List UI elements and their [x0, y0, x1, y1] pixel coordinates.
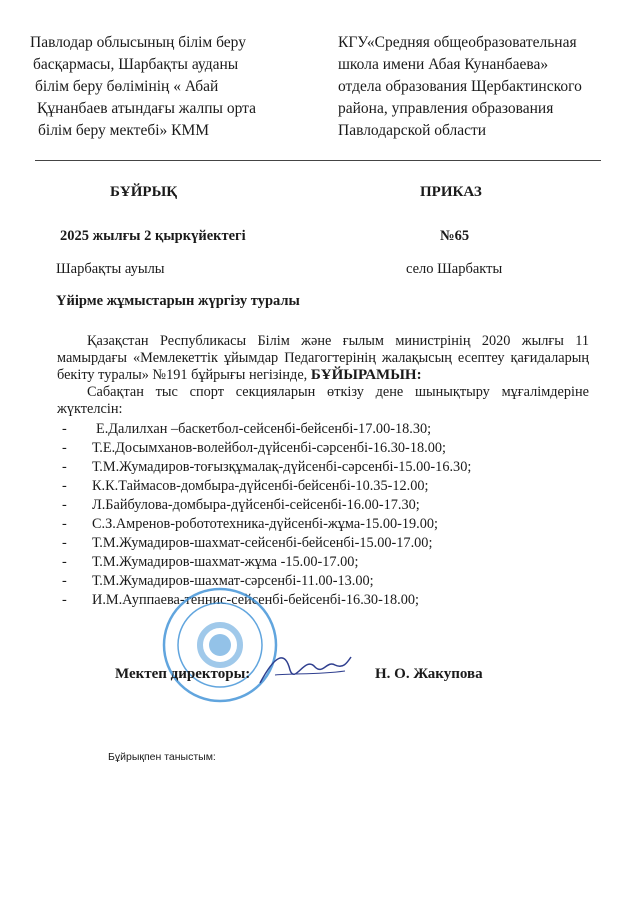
list-dash: - — [62, 497, 67, 513]
signature-scribble — [255, 645, 355, 695]
preamble-text: Қазақстан Республикасы Білім және ғылым министрінің 2020 жылғы 11 мамырдағы «Мемлекеттік ұйымдар Педагогтерінің жалақысың есептеу қағидаларың бекіту туралы» №191 бұйрығы негізінде, — [57, 333, 589, 383]
schedule-list — [62, 420, 589, 610]
schedule-item-text: Т.Е.Досымханов-волейбол-дүйсенбі-сәрсенбі-16.30-18.00; — [92, 440, 446, 456]
list-dash: - — [62, 592, 67, 608]
order-date: 2025 жылғы 2 қыркүйектегі — [60, 228, 246, 244]
schedule-item-text: Л.Байбулова-домбыра-дүйсенбі-сейсенбі-16.00-17.30; — [92, 497, 420, 513]
header-right-line: отдела образования Щербактинского — [338, 78, 582, 95]
list-dash: - — [62, 554, 67, 570]
schedule-item-text: Е.Далилхан –баскетбол-сейсенбі-бейсенбі-17.00-18.30; — [96, 421, 432, 437]
header-right-line: школа имени Абая Кунанбаева» — [338, 56, 549, 73]
schedule-item — [62, 439, 589, 458]
schedule-item — [62, 515, 589, 534]
header-right-line: района, управления образования — [338, 100, 554, 117]
assignment-paragraph: Сабақтан тыс спорт секцияларын өткізу дене шынықтыру мұғалімдеріне жүктелсін: — [57, 384, 589, 417]
acknowledged-label: Бұйрықпен таныстым: — [108, 751, 216, 763]
schedule-item — [62, 572, 589, 591]
place-kz: Шарбақты ауылы — [56, 261, 165, 277]
header-left-org — [30, 32, 256, 142]
list-dash: - — [62, 573, 67, 589]
schedule-item-text: К.К.Таймасов-домбыра-дүйсенбі-бейсенбі-10.35-12.00; — [92, 478, 429, 494]
header-divider — [35, 160, 601, 161]
schedule-item-text: Т.М.Жумадиров-тоғызқұмалақ-дүйсенбі-сәрсенбі-15.00-16.30; — [92, 459, 472, 475]
schedule-item — [62, 420, 589, 439]
header-left-line: Павлодар облысының білім беру — [30, 34, 246, 51]
list-dash: - — [62, 535, 67, 551]
schedule-item — [62, 458, 589, 477]
order-title-kz: БҰЙРЫҚ — [110, 184, 178, 200]
place-ru: село Шарбакты — [406, 261, 503, 277]
schedule-item-text: Т.М.Жумадиров-шахмат-жұма -15.00-17.00; — [92, 554, 359, 570]
schedule-item-text: Т.М.Жумадиров-шахмат-сәрсенбі-11.00-13.00; — [92, 573, 374, 589]
schedule-item — [62, 534, 589, 553]
order-body — [57, 333, 589, 610]
order-title-ru: ПРИКАЗ — [420, 184, 482, 200]
schedule-item-text: И.М.Ауппаева-теннис-сейсенбі-бейсенбі-16.30-18.00; — [92, 592, 419, 608]
header-right-line: Павлодарской области — [338, 122, 487, 139]
schedule-item-text: Т.М.Жумадиров-шахмат-сейсенбі-бейсенбі-15.00-17.00; — [92, 535, 433, 551]
header-right-org — [338, 32, 582, 142]
order-keyword: БҰЙЫРАМЫН: — [310, 367, 422, 383]
list-dash: - — [62, 478, 67, 494]
schedule-item — [62, 477, 589, 496]
schedule-item — [62, 591, 589, 610]
header-left-line: Құнанбаев атындағы жалпы орта — [37, 100, 256, 117]
header-left-line: басқармасы, Шарбақты ауданы — [33, 56, 239, 73]
header-left-line: білім беру бөлімінің « Абай — [35, 78, 219, 95]
header-right-line: КГУ«Средняя общеобразовательная — [338, 34, 577, 51]
header-left-line: білім беру мектебі» КММ — [38, 122, 210, 139]
list-dash: - — [62, 440, 67, 456]
schedule-item — [62, 496, 589, 515]
list-dash: - — [62, 459, 67, 475]
list-dash: - — [62, 421, 67, 437]
signature-name: Н. О. Жакупова — [375, 666, 483, 682]
schedule-item-text: С.З.Амренов-робототехника-дүйсенбі-жұма-15.00-19.00; — [92, 516, 439, 532]
preamble-paragraph — [57, 333, 589, 384]
list-dash: - — [62, 516, 67, 532]
schedule-item — [62, 553, 589, 572]
order-number: №65 — [440, 228, 470, 244]
order-subject: Үйірме жұмыстарын жүргізу туралы — [56, 293, 300, 309]
signature-role: Мектеп директоры: — [115, 666, 251, 682]
